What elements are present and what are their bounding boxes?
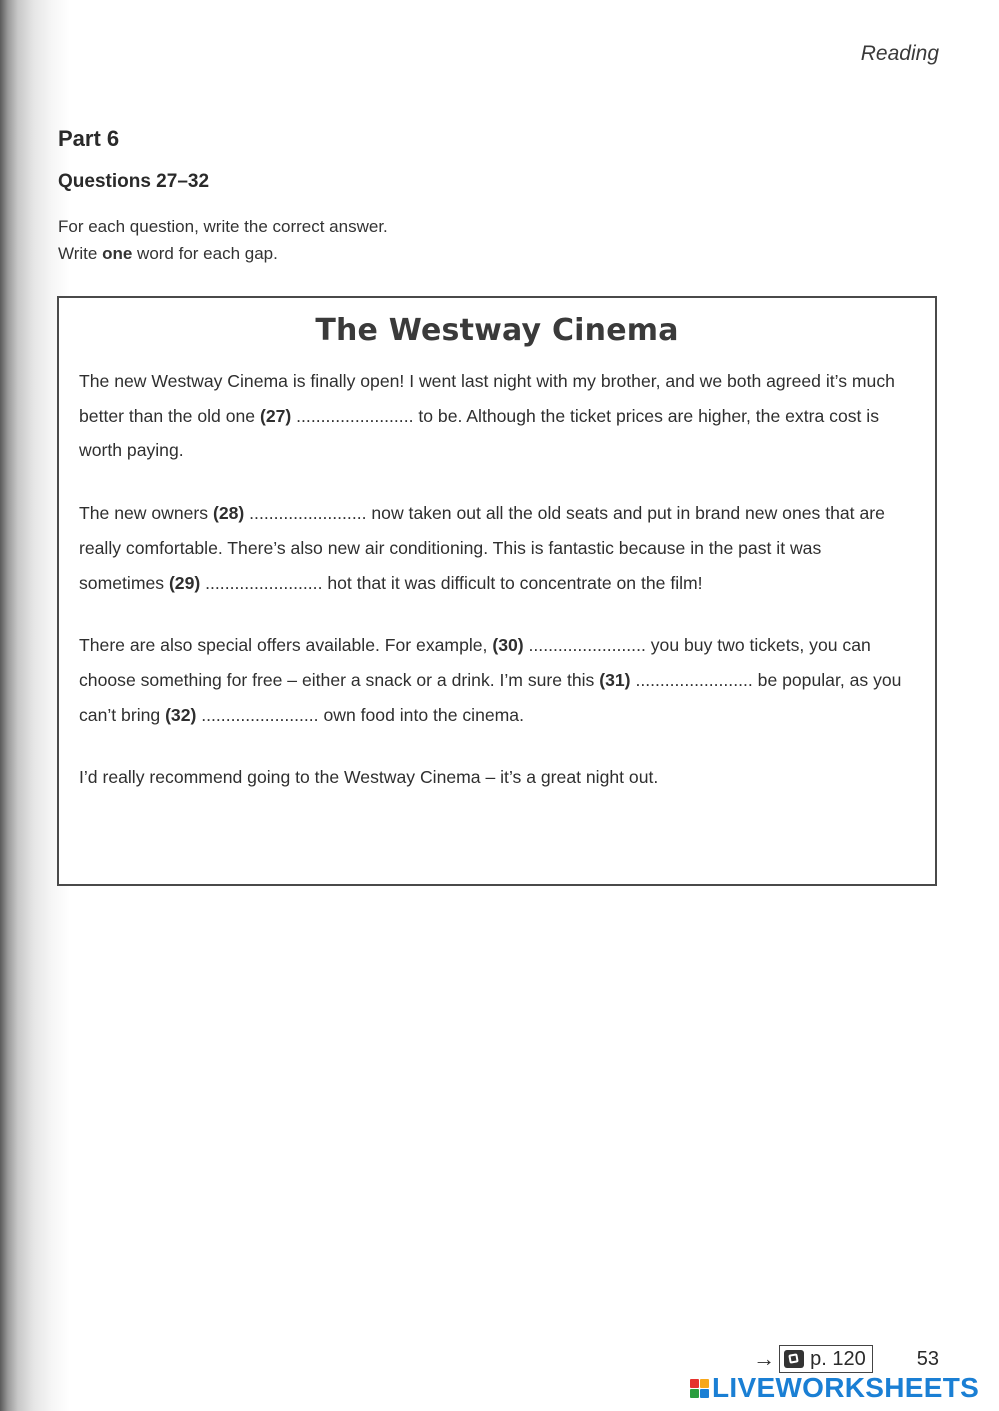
liveworksheets-text: LIVEWORKSHEETS — [712, 1372, 980, 1403]
instructions — [58, 213, 388, 267]
page-footer — [753, 1342, 939, 1376]
instruction-line-1: For each question, write the correct answer. — [58, 217, 388, 236]
gap-31-blank[interactable]: ........................ — [635, 669, 753, 690]
part-title: Part 6 — [58, 126, 120, 151]
liveworksheets-watermark — [690, 1372, 979, 1404]
gap-31-number: (31) — [599, 669, 631, 690]
page-reference[interactable] — [779, 1345, 873, 1373]
arrow-right-icon: → — [753, 1346, 776, 1371]
article-title: The Westway Cinema — [315, 313, 679, 348]
gap-29-blank[interactable]: ........................ — [205, 572, 323, 593]
instruction-line-2: Write one word for each gap. — [58, 244, 278, 263]
gap-32-blank[interactable]: ........................ — [201, 704, 319, 725]
gap-32-number: (32) — [165, 704, 197, 725]
instruction-emphasis: one — [102, 244, 133, 263]
gap-29-number: (29) — [168, 572, 201, 593]
book-icon — [784, 1350, 804, 1368]
gap-28-blank[interactable]: ........................ — [249, 503, 367, 524]
gap-28-number: (28) — [212, 503, 245, 524]
gap-27-number: (27) — [259, 405, 292, 426]
gap-27-blank[interactable]: ........................ — [296, 405, 414, 426]
liveworksheets-logo-icon — [690, 1379, 709, 1398]
questions-range: Questions 27–32 — [58, 171, 210, 192]
article-paragraph-4: I’d really recommend going to the Westway Cinema – it’s a great night out. — [79, 767, 659, 788]
gap-30-blank[interactable]: ........................ — [528, 635, 646, 656]
article-paragraph-2: The new owners (28) ........................ now taken out all the old seats and put in brand new ones that are really comfortable. There’s also new air conditioning. This is fantastic because in the past it was sometimes (29) ........................ hot that it was difficult to concentrate on the film! — [79, 503, 885, 593]
page-reference-label: p. 120 — [810, 1347, 866, 1370]
gap-30-number: (30) — [492, 635, 524, 656]
section-label: Reading — [860, 42, 939, 65]
article-paragraph-1: The new Westway Cinema is finally open! I went last night with my brother, and we both agreed it’s much better than the old one (27) ........................ to be. Although the ticket prices are higher, the extra cost is worth paying. — [79, 371, 895, 461]
article-box — [57, 296, 937, 886]
page-number: 53 — [916, 1347, 939, 1370]
article-paragraph-3: There are also special offers available. For example, (30) ........................ you buy two tickets, you can choose something for free – either a snack or a drink. I’m sure this (31) ........................ be popular, as you can’t bring (32) ........................ own food into the cinema. — [79, 635, 902, 725]
